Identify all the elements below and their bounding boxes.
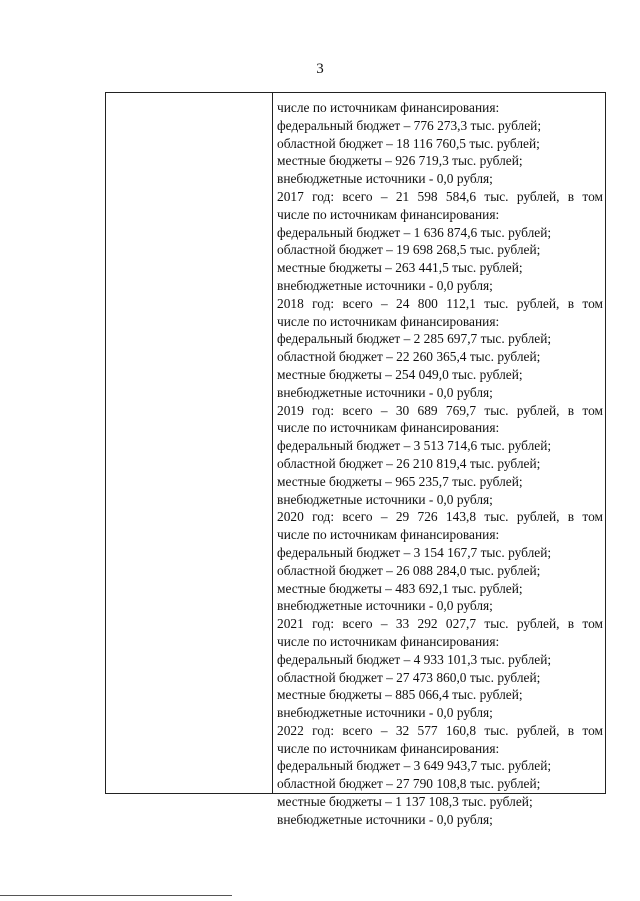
text-line: областной бюджет – 22 260 365,4 тыс. рублей; <box>277 349 541 365</box>
text-line: местные бюджеты – 926 719,3 тыс. рублей; <box>277 153 523 169</box>
funding-table <box>105 92 606 827</box>
text-line: числе по источникам финансирования: <box>277 206 500 222</box>
text-line: 2017 год: всего – 21 598 584,6 тыс. рублей, в том <box>277 188 603 204</box>
funding-text-cell <box>273 93 605 829</box>
text-line: числе по источникам финансирования: <box>277 313 500 329</box>
page-number: 3 <box>316 61 324 77</box>
footer-divider <box>0 895 232 896</box>
text-line: 2019 год: всего – 30 689 769,7 тыс. рублей, в том <box>277 402 603 418</box>
text-line: числе по источникам финансирования: <box>277 633 500 649</box>
text-line: местные бюджеты – 965 235,7 тыс. рублей; <box>277 473 523 489</box>
text-line: местные бюджеты – 263 441,5 тыс. рублей; <box>277 260 523 276</box>
text-line: внебюджетные источники - 0,0 рубля; <box>277 491 493 507</box>
text-line: областной бюджет – 27 790 108,8 тыс. рублей; <box>277 776 541 792</box>
text-line: местные бюджеты – 885 066,4 тыс. рублей; <box>277 687 523 703</box>
text-line: внебюджетные источники - 0,0 рубля; <box>277 598 493 614</box>
text-line: числе по источникам финансирования: <box>277 527 500 543</box>
text-line: федеральный бюджет – 4 933 101,3 тыс. рублей; <box>277 651 552 667</box>
text-line: 2022 год: всего – 32 577 160,8 тыс. рублей, в том <box>277 722 603 738</box>
text-line: местные бюджеты – 254 049,0 тыс. рублей; <box>277 366 523 382</box>
text-line: 2021 год: всего – 33 292 027,7 тыс. рублей, в том <box>277 616 603 632</box>
text-line: внебюджетные источники - 0,0 рубля; <box>277 384 493 400</box>
text-line: местные бюджеты – 483 692,1 тыс. рублей; <box>277 580 523 596</box>
text-line: областной бюджет – 27 473 860,0 тыс. рублей; <box>277 669 541 685</box>
table-left-cell <box>106 93 273 793</box>
text-line: 2018 год: всего – 24 800 112,1 тыс. рублей, в том <box>277 295 603 311</box>
text-line: внебюджетные источники - 0,0 рубля; <box>277 277 493 293</box>
text-line: числе по источникам финансирования: <box>277 740 500 756</box>
text-line: областной бюджет – 26 210 819,4 тыс. рублей; <box>277 455 541 471</box>
text-line: областной бюджет – 19 698 268,5 тыс. рублей; <box>277 242 541 258</box>
text-line: областной бюджет – 18 116 760,5 тыс. рублей; <box>277 135 540 151</box>
text-line: федеральный бюджет – 776 273,3 тыс. рублей; <box>277 117 542 133</box>
text-line: местные бюджеты – 1 137 108,3 тыс. рублей; <box>277 794 533 810</box>
text-line: 2020 год: всего – 29 726 143,8 тыс. рублей, в том <box>277 509 603 525</box>
text-line: числе по источникам финансирования: <box>277 100 500 115</box>
text-line: внебюджетные источники - 0,0 рубля; <box>277 705 493 721</box>
text-line: внебюджетные источники - 0,0 рубля; <box>277 811 493 827</box>
text-line: федеральный бюджет – 3 513 714,6 тыс. рублей; <box>277 438 552 454</box>
text-line: числе по источникам финансирования: <box>277 420 500 436</box>
text-line: областной бюджет – 26 088 284,0 тыс. рублей; <box>277 562 541 578</box>
text-line: федеральный бюджет – 2 285 697,7 тыс. рублей; <box>277 331 552 347</box>
text-line: федеральный бюджет – 1 636 874,6 тыс. рублей; <box>277 224 552 240</box>
text-line: федеральный бюджет – 3 154 167,7 тыс. рублей; <box>277 544 552 560</box>
text-line: федеральный бюджет – 3 649 943,7 тыс. рублей; <box>277 758 552 774</box>
text-line: внебюджетные источники - 0,0 рубля; <box>277 171 493 187</box>
